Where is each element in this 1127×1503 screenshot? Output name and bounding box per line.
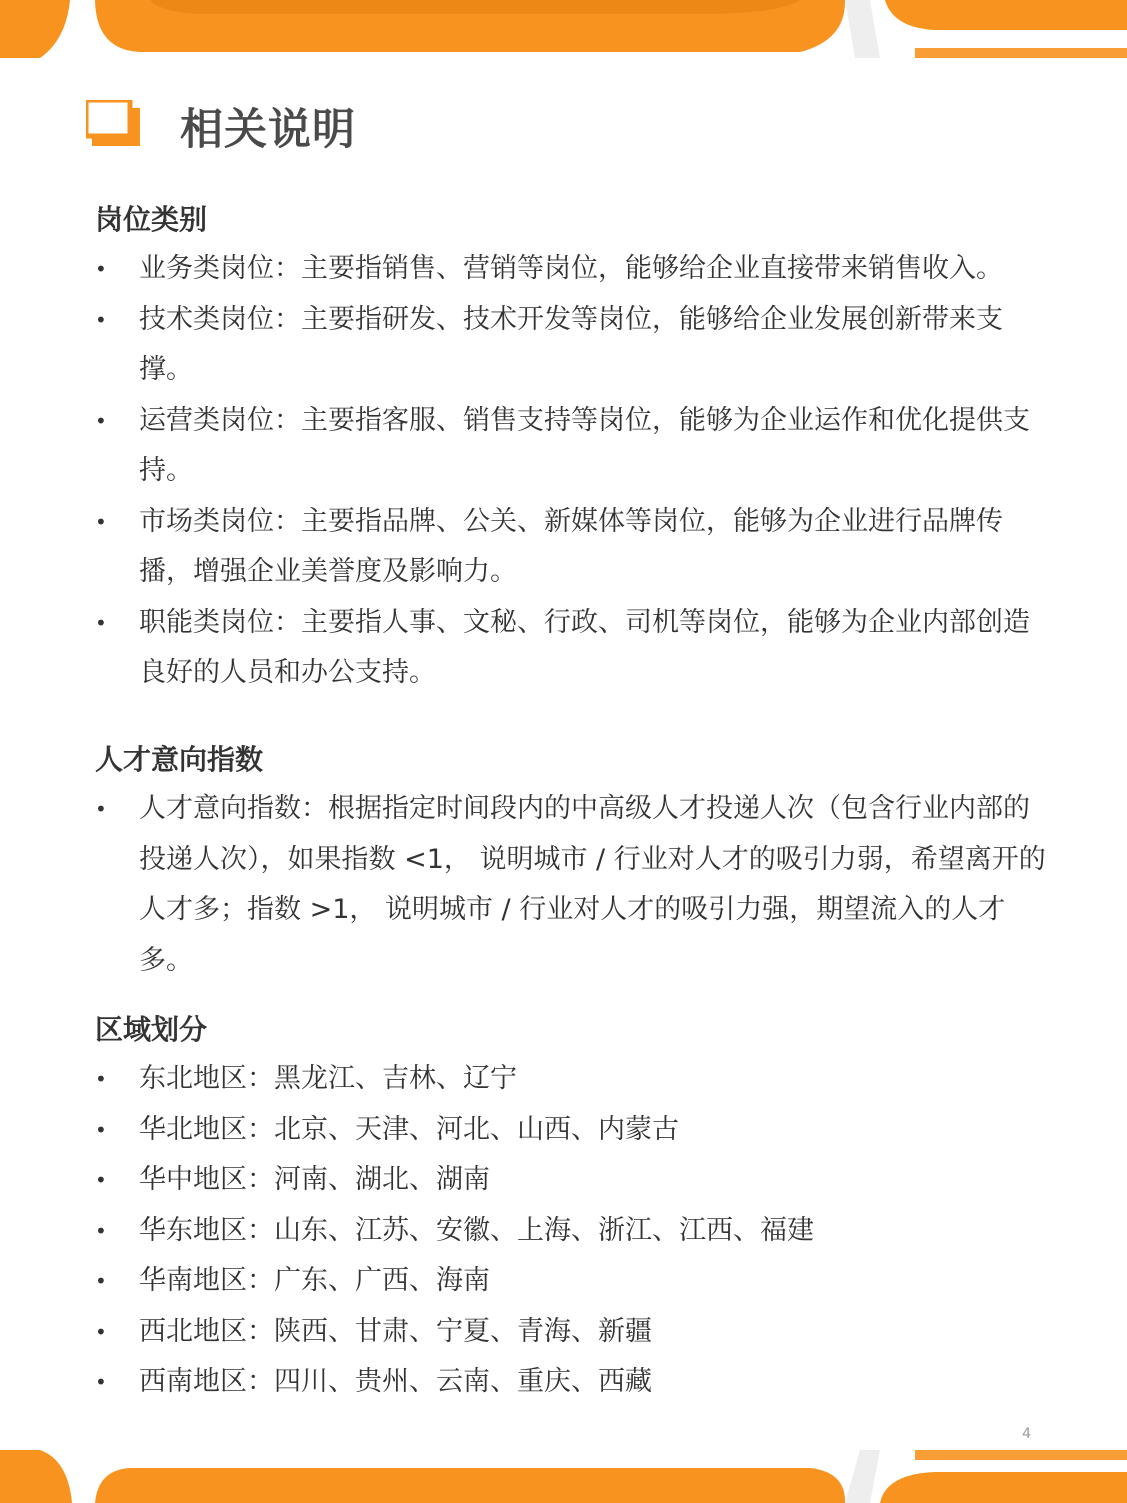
list-item: • 华北地区：北京、天津、河北、山西、内蒙古: [95, 1105, 1055, 1156]
section-talent-index: [95, 736, 1055, 986]
bullet-icon: •: [95, 1319, 107, 1344]
bullet-icon: •: [95, 1168, 107, 1192]
list-item: • 技术类岗位：主要指研发、技术开发等岗位，能够给企业发展创新带来支撑。: [95, 295, 1055, 396]
square-title-icon: [86, 100, 140, 146]
list-item: • 业务类岗位：主要指销售、营销等岗位，能够给企业直接带来销售收入。: [95, 244, 1055, 295]
bullet-list: [95, 244, 1055, 699]
page-title: 相关说明: [180, 105, 356, 155]
bottom-decorative-band: [0, 1450, 1127, 1503]
bullet-icon: •: [95, 1269, 107, 1293]
bullet-icon: •: [95, 797, 107, 821]
list-item: • 人才意向指数：根据指定时间段内的中高级人才投递人次（包含行业内部的投递人次），如果指数 <1， 说明城市 / 行业对人才的吸引力弱，希望离开的人才多；指数 >1， 说明城市 / 行业对人才的吸引力强，期望流入的人才多。: [95, 784, 1055, 986]
bullet-icon: •: [95, 1067, 107, 1091]
section-regions: [95, 1006, 1055, 1408]
bullet-icon: •: [95, 307, 107, 332]
list-item: • 东北地区：黑龙江、吉林、辽宁: [95, 1054, 1055, 1105]
list-item: • 华南地区：广东、广西、海南: [95, 1256, 1055, 1307]
section-heading: 人才意向指数: [95, 743, 264, 776]
top-decorative-band: [0, 0, 1127, 58]
section-heading: 岗位类别: [95, 203, 208, 236]
bullet-icon: •: [95, 257, 107, 281]
bullet-icon: •: [95, 408, 107, 433]
bullet-icon: •: [95, 1370, 107, 1394]
page-number: 4: [1022, 1426, 1031, 1442]
list-item: • 西北地区：陕西、甘肃、宁夏、青海、新疆: [95, 1307, 1055, 1358]
list-item: • 华东地区：山东、江苏、安徽、上海、浙江、江西、福建: [95, 1206, 1055, 1257]
bullet-icon: •: [95, 1117, 107, 1142]
bullet-list: [95, 1054, 1055, 1408]
section-job-categories: [95, 196, 1055, 699]
list-item: • 西南地区：四川、贵州、云南、重庆、西藏: [95, 1357, 1055, 1408]
bullet-list: [95, 784, 1055, 986]
list-item: • 职能类岗位：主要指人事、文秘、行政、司机等岗位，能够为企业内部创造良好的人员和办公支持。: [95, 598, 1055, 699]
list-item: • 华中地区：河南、湖北、湖南: [95, 1155, 1055, 1206]
bullet-icon: •: [95, 1218, 107, 1243]
bullet-icon: •: [95, 610, 107, 635]
list-item: • 市场类岗位：主要指品牌、公关、新媒体等岗位，能够为企业进行品牌传播，增强企业美誉度及影响力。: [95, 497, 1055, 598]
list-item: • 运营类岗位：主要指客服、销售支持等岗位，能够为企业运作和优化提供支持。: [95, 396, 1055, 497]
bullet-icon: •: [95, 509, 107, 534]
section-heading: 区域划分: [95, 1013, 208, 1046]
